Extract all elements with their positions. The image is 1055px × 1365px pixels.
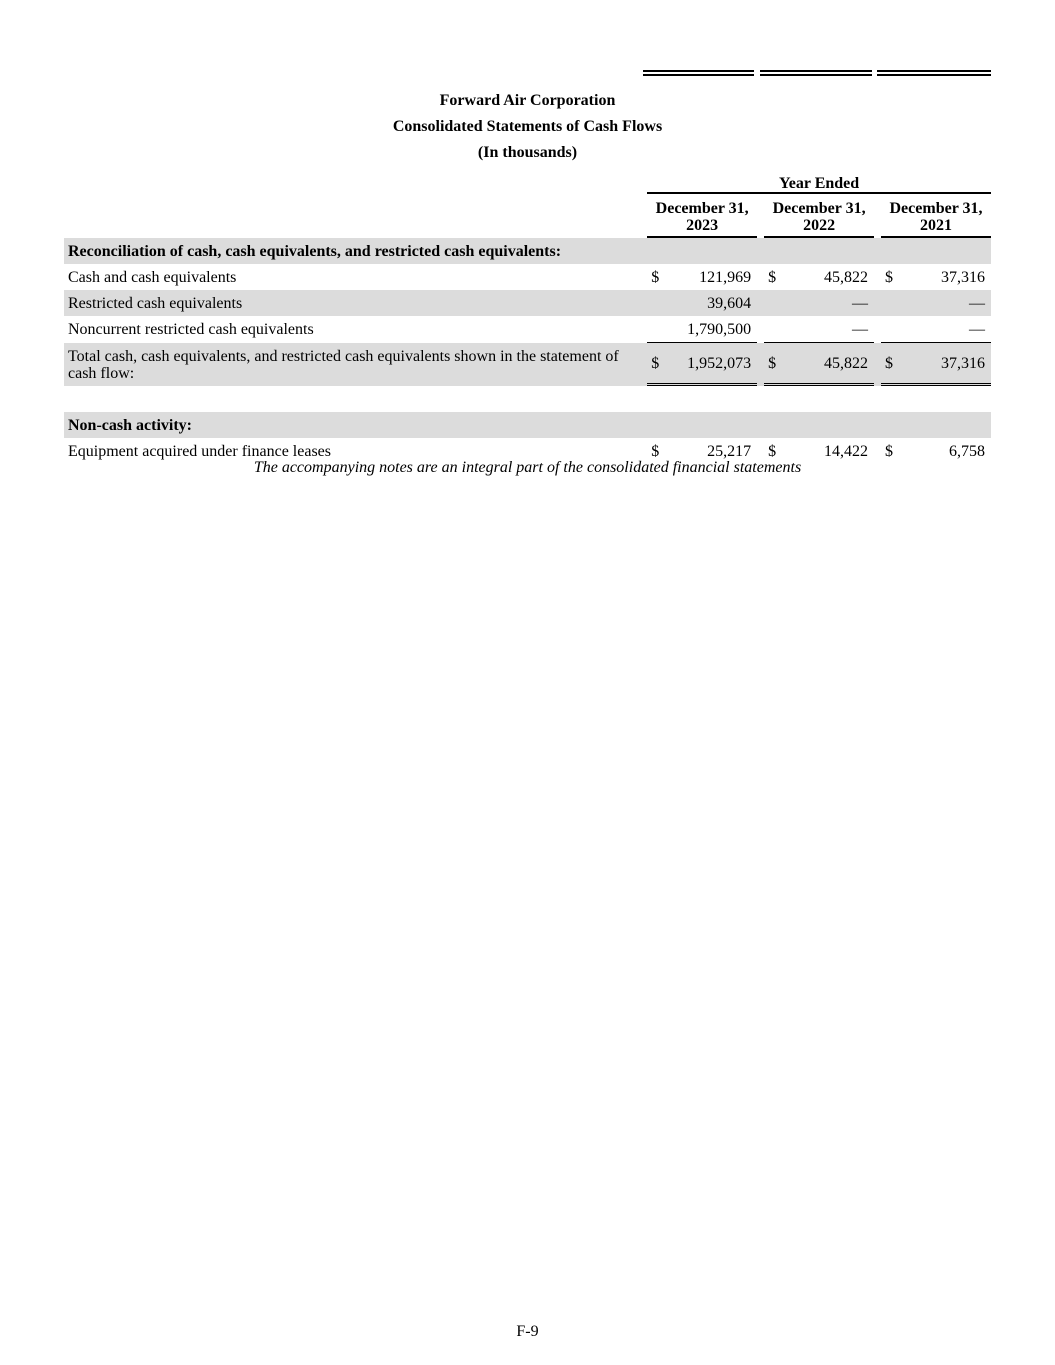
currency-symbol: $ — [768, 268, 777, 286]
company-name: Forward Air Corporation — [439, 92, 616, 109]
currency-symbol: $ — [881, 343, 903, 386]
header-row-year-ended — [64, 168, 991, 194]
header-row-dates — [64, 194, 991, 238]
top-double-rules — [643, 70, 991, 78]
currency-symbol: $ — [764, 343, 786, 386]
row-label: Noncurrent restricted cash equivalents — [68, 321, 314, 338]
column-header-2022: December 31, 2022 — [764, 194, 874, 238]
reconciliation-title: Reconciliation of cash, cash equivalents, and restricted cash equivalents: — [64, 238, 991, 264]
year-ended-label: Year Ended — [647, 168, 991, 194]
value-2023: 121,969 — [699, 268, 752, 286]
noncash-title: Non-cash activity: — [64, 412, 991, 438]
value-2023: 25,217 — [707, 442, 752, 460]
value-2022: — — [786, 290, 874, 316]
currency-symbol: $ — [651, 268, 660, 286]
table-row-restricted — [64, 290, 991, 316]
currency-symbol: $ — [885, 268, 894, 286]
footnote: The accompanying notes are an integral part of the consolidated financial statements — [253, 459, 802, 476]
table-row-noncurrent — [64, 316, 991, 343]
section-header-noncash — [64, 412, 991, 438]
value-2022: 14,422 — [824, 442, 869, 460]
value-2021: 37,316 — [941, 268, 985, 286]
value-2022: — — [786, 316, 874, 343]
row-label: Cash and cash equivalents — [68, 268, 237, 286]
row-label: Equipment acquired under finance leases — [68, 442, 331, 460]
value-2022: 45,822 — [824, 268, 869, 286]
row-label: Total cash, cash equivalents, and restricted cash equivalents shown in the statement of cash flow: — [64, 343, 643, 386]
statement-title: Consolidated Statements of Cash Flows — [392, 118, 663, 135]
currency-symbol: $ — [647, 343, 669, 386]
rule-col-2023 — [643, 70, 754, 76]
column-header-2021: December 31, 2021 — [881, 194, 991, 238]
value-2021: 6,758 — [949, 442, 985, 460]
value-2021: — — [903, 290, 991, 316]
cash-reconciliation-table — [64, 168, 991, 464]
spacer-row — [64, 386, 991, 412]
rule-col-2021 — [877, 70, 991, 76]
value-2021: 37,316 — [903, 343, 991, 386]
units-label: (In thousands) — [477, 144, 578, 161]
currency-symbol: $ — [885, 442, 894, 460]
page-number: F-9 — [516, 1323, 539, 1340]
value-2023: 1,790,500 — [669, 316, 757, 343]
row-label: Restricted cash equivalents — [64, 290, 643, 316]
value-2021: — — [903, 316, 991, 343]
currency-symbol: $ — [768, 442, 777, 460]
rule-col-2022 — [760, 70, 872, 76]
currency-symbol: $ — [651, 442, 660, 460]
table-row-total — [64, 343, 991, 386]
column-header-2023: December 31, 2023 — [647, 194, 757, 238]
value-2023: 1,952,073 — [669, 343, 757, 386]
section-header-reconciliation — [64, 238, 991, 264]
value-2022: 45,822 — [786, 343, 874, 386]
value-2023: 39,604 — [669, 290, 757, 316]
table-row-cash — [64, 264, 991, 290]
